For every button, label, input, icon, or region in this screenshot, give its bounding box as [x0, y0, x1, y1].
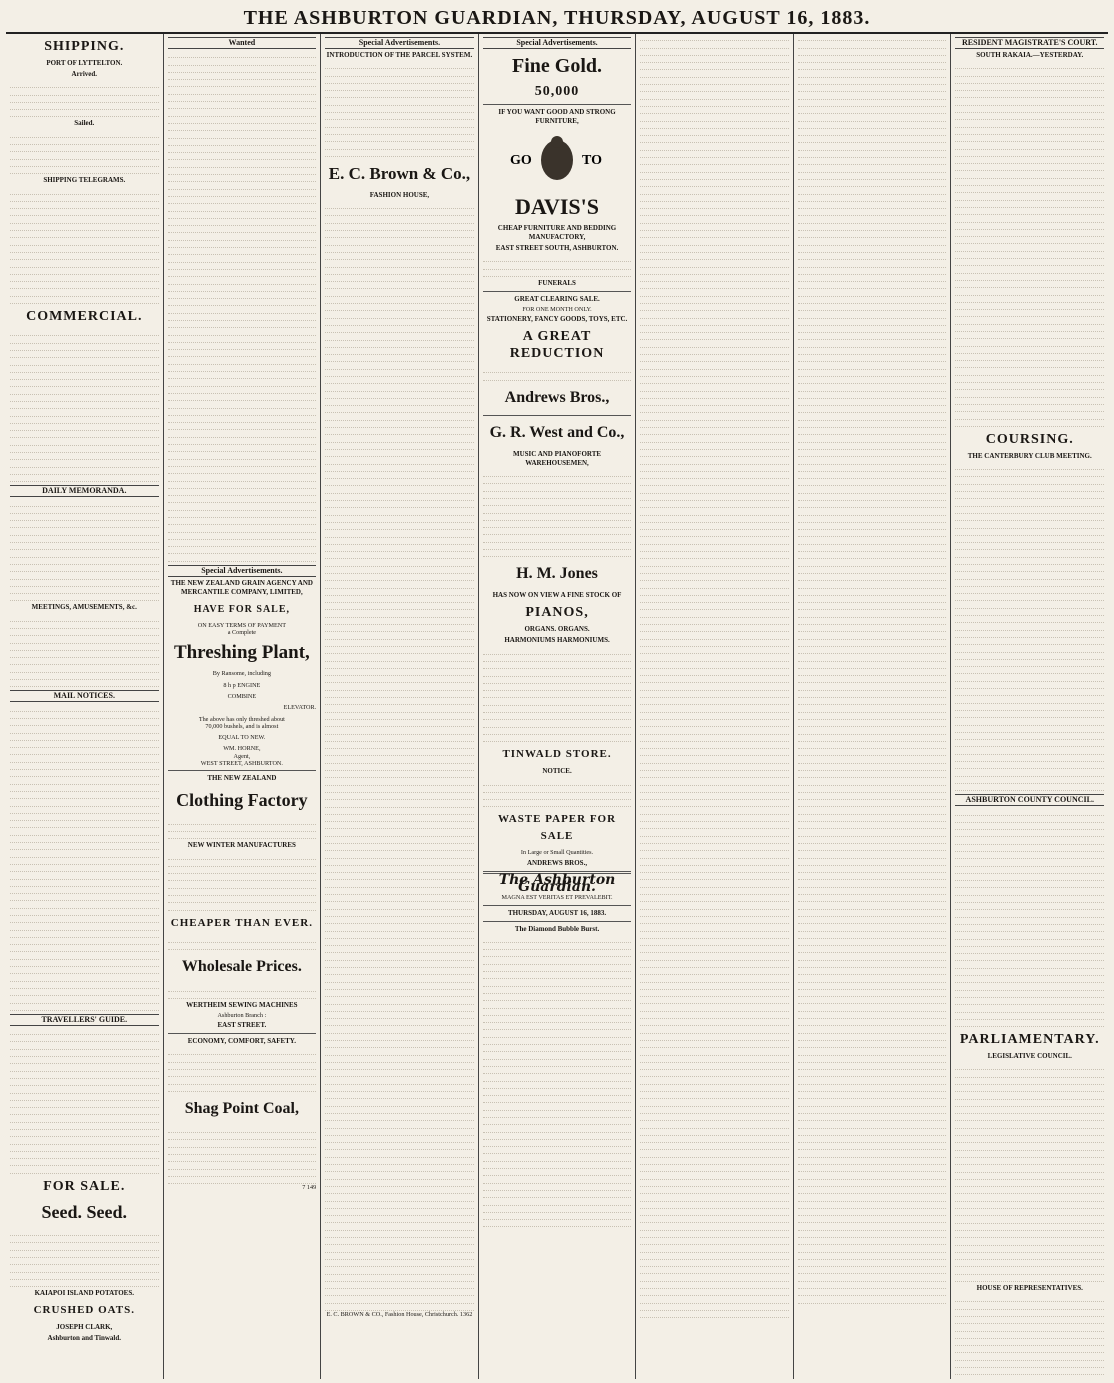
column-shipping [6, 34, 164, 1379]
sailed-heading: Sailed. [74, 119, 95, 128]
text-block [955, 1295, 1104, 1379]
funerals: FUNERALS [538, 278, 576, 287]
music-pianoforte: MUSIC AND PIANOFORTE WAREHOUSEMEN, [513, 449, 602, 467]
ad-number: 7 149 [302, 1184, 317, 1192]
text-block [483, 255, 632, 277]
combine: COMBINE [227, 692, 257, 700]
equal-to-new: EQUAL TO NEW. [218, 734, 266, 742]
legislative-council: LEGISLATIVE COUNCIL. [987, 1052, 1072, 1061]
fashion-house: FASHION HOUSE, [369, 190, 430, 199]
resident-magistrate: RESIDENT MAGISTRATE'S COURT. [955, 37, 1104, 49]
text-block [955, 1063, 1104, 1282]
harmoniums: HARMONIUMS HARMONIUMS. [504, 636, 610, 645]
text-block [10, 614, 159, 687]
shipping-telegrams-heading: SHIPPING TELEGRAMS. [43, 176, 126, 185]
fifty-thousand: 50,000 [534, 84, 580, 99]
south-rakaia: SOUTH RAKAIA.—YESTERDAY. [976, 51, 1084, 59]
brown-footer: E. C. BROWN & CO., Fashion House, Christchurch. 1362 [326, 1310, 473, 1318]
ec-brown: E. C. Brown & Co., [328, 163, 471, 183]
text-block [798, 34, 947, 1304]
newspaper-title: THE ASHBURTON GUARDIAN, THURSDAY, AUGUST 16, 1883. [243, 6, 871, 29]
text-block [10, 1229, 159, 1287]
andrews-bros-2: ANDREWS BROS., [526, 858, 588, 867]
hand-top [551, 136, 563, 148]
bushels-text: 70,000 bushels, and is almost [205, 722, 279, 730]
issue-date: THURSDAY, AUGUST 16, 1883. [507, 908, 607, 917]
east-street: EAST STREET. [217, 1021, 267, 1030]
hand-pointer-icon [502, 130, 612, 190]
meetings-heading: MEETINGS, AMUSEMENTS, &c. [31, 603, 137, 612]
text-block [483, 936, 632, 1228]
for-sale-heading: FOR SALE. [43, 1178, 126, 1194]
port-heading: PORT OF LYTTELTON. [46, 59, 123, 67]
text-block [10, 499, 159, 601]
text-block [10, 81, 159, 117]
special-ads-heading-4: Special Advertisements. [483, 37, 632, 49]
stationery: STATIONERY, FANCY GOODS, TOYS, ETC. [486, 315, 628, 324]
go-label: GO [510, 153, 532, 168]
text-block [168, 984, 317, 999]
divider [483, 415, 632, 416]
arrived-heading: Arrived. [71, 70, 98, 78]
text-block [10, 1028, 159, 1174]
divider [483, 905, 632, 906]
parcel-system: INTRODUCTION OF THE PARCEL SYSTEM. [326, 51, 473, 59]
shag-point-coal: Shag Point Coal, [184, 1099, 299, 1117]
joseph-clark: JOSEPH CLARK, [56, 1323, 113, 1332]
text-block [483, 778, 632, 807]
wholesale-prices: Wholesale Prices. [181, 958, 302, 976]
text-block [168, 1126, 317, 1184]
east-street-south: EAST STREET SOUTH, ASHBURTON. [495, 244, 619, 252]
wanted-heading: Wanted [168, 37, 317, 49]
nz-clothing-a: THE NEW ZEALAND [207, 774, 277, 783]
special-ads-heading: Special Advertisements. [168, 565, 317, 577]
commercial-heading: COMMERCIAL. [26, 309, 143, 325]
text-block [955, 463, 1104, 791]
motto: MAGNA EST VERITAS ET PREVALEBIT. [501, 894, 613, 902]
text-block [10, 187, 159, 304]
text-block [955, 808, 1104, 1027]
text-block [168, 1048, 317, 1092]
clothing-factory: Clothing Factory [176, 790, 308, 811]
great-clearing: GREAT CLEARING SALE. [514, 294, 600, 303]
elevator: ELEVATOR. [283, 704, 317, 712]
columns [6, 34, 1108, 1379]
text-block [325, 202, 474, 1311]
seed-heading: Seed. Seed. [41, 1201, 128, 1222]
have-for-sale: HAVE FOR SALE, [193, 603, 291, 615]
cheaper-than-ever: CHEAPER THAN EVER. [170, 916, 313, 929]
shipping-heading: SHIPPING. [44, 39, 125, 54]
new-winter: NEW WINTER MANUFACTURES [187, 841, 296, 850]
text-block [325, 62, 474, 157]
text-block [168, 852, 317, 910]
one-month: FOR ONE MONTH ONLY. [522, 305, 592, 313]
engine: 8 h p ENGINE [223, 681, 261, 689]
text-block [168, 936, 317, 951]
text-block [483, 366, 632, 381]
fine-gold: Fine Gold. [512, 55, 603, 77]
guardian-logo: The Ashburton Guardian. [498, 871, 616, 895]
complete-text: a Complete [227, 629, 257, 637]
column-ads [479, 34, 637, 1379]
notice: NOTICE. [542, 767, 572, 776]
gr-west: G. R. West and Co., [489, 423, 625, 441]
hm-jones: H. M. Jones [516, 565, 598, 583]
daily-memoranda-heading: DAILY MEMORANDA. [10, 485, 159, 497]
mail-notices-heading: MAIL NOTICES. [10, 690, 159, 702]
column-news [794, 34, 952, 1379]
column-parcel [321, 34, 479, 1379]
special-ads-heading-3: Special Advertisements. [325, 37, 474, 49]
quantities: In Large or Small Quantities. [520, 849, 594, 857]
divider [168, 770, 317, 771]
by-ransome: By Ransome, including [212, 670, 271, 678]
waste-paper: WASTE PAPER FOR SALE [497, 813, 617, 843]
text-block [10, 704, 159, 1010]
pianos: PIANOS, [525, 605, 589, 621]
coursing: COURSING. [985, 431, 1074, 447]
threshed-text: The above has only threshed about [198, 715, 285, 723]
tinwald-store: TINWALD STORE. [502, 748, 612, 761]
to-label: TO [582, 153, 602, 168]
divider [483, 104, 632, 105]
west-street: WEST STREET, ASHBURTON. [200, 760, 283, 768]
davis: DAVIS'S [515, 194, 600, 219]
has-now: HAS NOW ON VIEW A FINE STOCK OF [492, 591, 622, 600]
masthead [6, 4, 1108, 34]
wm-horne: WM. HORNE, [223, 745, 261, 753]
nz-grain-agency: THE NEW ZEALAND GRAIN AGENCY AND MERCANTILE COMPANY, LIMITED, [170, 578, 313, 596]
text-block [483, 470, 632, 558]
column-court [951, 34, 1108, 1379]
great-reduction: A GREAT REDUCTION [509, 329, 605, 362]
threshing-plant: Threshing Plant, [173, 642, 310, 664]
column-editorial [636, 34, 794, 1379]
column-wanted [164, 34, 322, 1379]
kaiapoi-heading: KAIAPOI ISLAND POTATOES. [34, 1289, 134, 1298]
wertheim: WERTHEIM SEWING MACHINES [186, 1000, 298, 1009]
text-block [168, 817, 317, 839]
divider [483, 921, 632, 922]
text-block [640, 34, 789, 1318]
davis-hand-illustration [483, 130, 632, 190]
andrews-bros: Andrews Bros., [504, 388, 610, 406]
diamond-bubble: The Diamond Bubble Burst. [514, 924, 600, 933]
text-block [10, 130, 159, 174]
agent-label: Agent, [233, 752, 251, 760]
text-block [168, 51, 317, 562]
crushed-oats-heading: CRUSHED OATS. [33, 1304, 135, 1317]
economy: ECONOMY, COMFORT, SAFETY. [187, 1037, 296, 1046]
divider [483, 291, 632, 292]
text-block [10, 329, 159, 482]
divider [168, 1033, 317, 1034]
easy-terms: ON EASY TERMS OF PAYMENT [197, 621, 286, 629]
canterbury-club: THE CANTERBURY CLUB MEETING. [967, 451, 1092, 460]
parliamentary: PARLIAMENTARY. [959, 1032, 1100, 1048]
organs: ORGANS. ORGANS. [524, 625, 590, 634]
ashburton-branch: Ashburton Branch : [217, 1011, 267, 1019]
ashburton-tinwald: Ashburton and Tinwald. [47, 1334, 122, 1343]
text-block [483, 647, 632, 742]
if-you-want: IF YOU WANT GOOD AND STRONG FURNITURE, [498, 108, 616, 125]
house-of-representatives: HOUSE OF REPRESENTATIVES. [976, 1284, 1083, 1293]
travellers-guide-heading: TRAVELLERS' GUIDE. [10, 1014, 159, 1026]
cheap-furniture: CHEAP FURNITURE AND BEDDING MANUFACTORY, [497, 224, 617, 241]
ashburton-county-council: ASHBURTON COUNTY COUNCIL. [955, 794, 1104, 806]
text-block [955, 62, 1104, 427]
